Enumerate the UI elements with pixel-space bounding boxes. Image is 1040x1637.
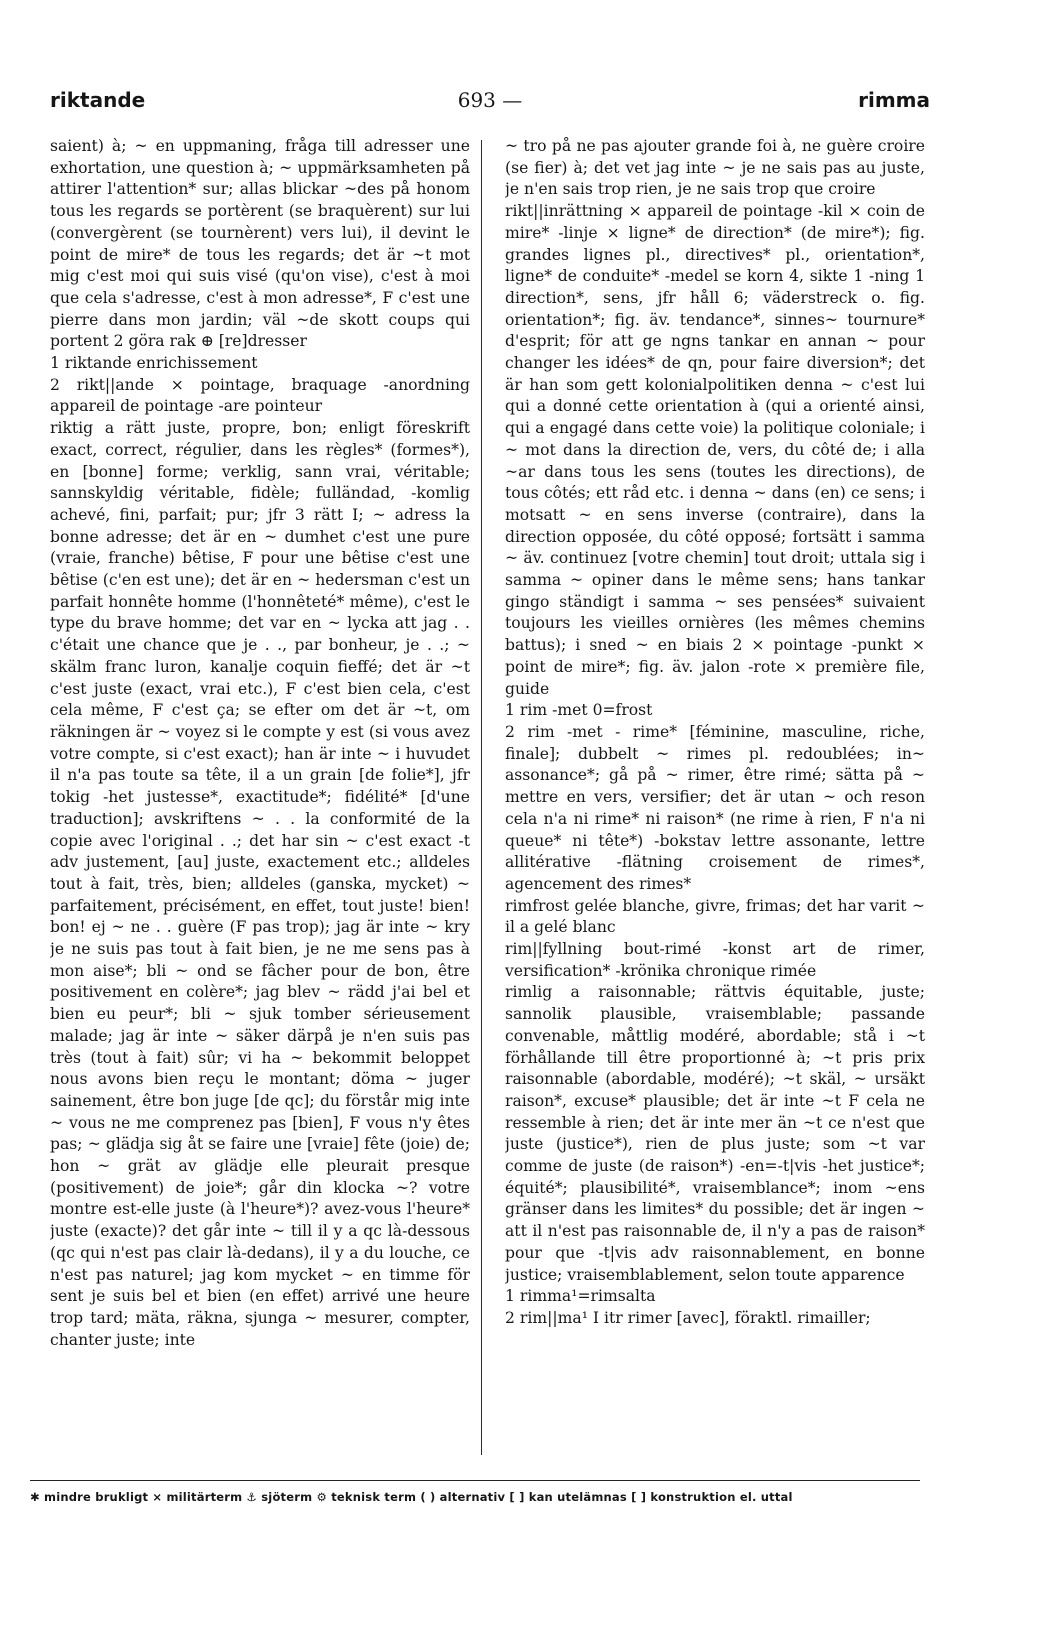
- entry-riktinrattning: rikt||inrättning ⨯ appareil de pointage -kil ⨯ coin de mire* -linje ⨯ ligne* de direction* (de mire*); fig. grandes lignes pl., directives* pl., orientation*, ligne* de conduite* -medel se korn 4, sikte 1 -ning 1 direction*, sens, jfr håll 6; väderstreck o. fig. orientation*; fig. äv. tendance*, sinnes~ tournure* d'esprit; för att ge ngns tankar en annan ~ pour changer les idées* de qn, pour faire diversion*; det är han som gett kolonialpolitiken denna ~ c'est lui qui a donné cette orientation à (qui a orienté ainsi, qui a engagé dans cette voie) la politique coloniale; i ~ mot dans la direction de, vers, du côté de; i alla ~ar dans tous les sens (toutes les directions), de tous côtés; ett råd etc. i denna ~ dans (en) ce sens; i motsatt ~ en sens inverse (contraire), dans la direction opposée, du côté opposé; fortsätt i samma ~ äv. continuez [votre chemin] tout droit; uttala sig i samma ~ opiner dans le même sens; hans tankar gingo ständigt i samma ~ ses pensées* suivaient toujours les vieilles ornières (les mêmes chemins battus); i sned ~ en biais 2 ⨯ pointage -punkt ⨯ point de mire*; fig. äv. jalon -rote ⨯ première file, guide: [505, 202, 925, 698]
- entry-continuation: ~ tro på ne pas ajouter grande foi à, ne guère croire (se fier) à; det vet jag inte ~ je ne sais pas au juste, je n'en sais trop rien, je ne sais trop que croire: [505, 137, 925, 199]
- entry-riktig: riktig a rätt juste, propre, bon; enligt föreskrift exact, correct, régulier, dans les règles* (formes*), en [bonne] forme; verklig, sann vrai, véritable; sannskyldig véritable, fidèle; fulländad, -komlig achevé, fini, parfait; pur; jfr 3 rätt I; ~ adress la bonne adresse; det är en ~ dumhet c'est une pure (vraie, franche) bêtise, F pour une bêtise c'est une bêtise (c'en est une); det är en ~ hedersman c'est un parfait honnête homme (l'honnêteté* même), c'est le type du brave homme; det var en ~ lycka att jag . . c'était une chance que je . ., par bonheur, je . .; ~ skälm franc luron, kanalje coquin fieffé; det är ~t c'est juste (exact, vrai etc.), F c'est bien cela, c'est cela même, F c'est ça; se efter om det är ~t, om räkningen är ~ voyez si le compte y est (si vous avez votre compte, si c'est exact); han är inte ~ i huvudet il n'a pas toute sa tête, il a un grain [de folie*], jfr tokig -het justesse*, exactitude*; fidélité* [d'une traduction]; avskriftens ~ . . la conformité de la copie avec l'original . .; det har sin ~ c'est exact -t adv justement, [au] juste, exactement etc.; alldeles tout à fait, très, bien; alldeles (ganska, mycket) ~ parfaitement, précisément, en effet, tout juste! bien! bon! ej ~ ne . . guère (F pas trop); jag är inte ~ kry je ne suis pas tout à fait bien, je ne me sens pas à mon aise*; bli ~ ond se fâcher pour de bon, être positivement en colère*; jag blev ~ rädd j'ai bel et bien eu peur*; bli ~ sjuk tomber sérieusement malade; jag är inte ~ säker därpå je n'en suis pas très (tout à fait) sûr; vi ha ~ bekommit beloppet nous avons bien reçu le montant; döma ~ juger sainement, être bon juge [de qc]; du förstår mig inte ~ vous ne me comprenez pas [bien], F vous n'y êtes pas; ~ glädja sig åt se faire une [vraie] fête (joie) de; hon ~ grät av glädje elle pleurait presque (positivement) de joie*; går din klocka ~? votre montre est-elle juste (à l'heure*)? avez-vous l'heure* juste (exacte)? det går inte ~ till il y a qc là-dessous (qc qui n'est pas clair là-dedans), il y a du louche, ce n'est pas naturel; jag kom mycket ~ en timme för sent je suis bel et bien (en effet) arrivé une heure trop tard; mäta, räkna, sjunga ~ mesurer, compter, chanter juste; inte: [50, 419, 470, 1349]
- right-guide-word: rimma: [858, 88, 930, 112]
- entry-rimfyllning: rim||fyllning bout-rimé -konst art de rimer, versification* -krönika chronique rimée: [505, 940, 925, 980]
- page-header: [50, 88, 930, 122]
- entry-rimma-1: 1 rimma¹=rimsalta: [505, 1287, 656, 1306]
- symbol-legend: ✱ mindre brukligt ⨯ militärterm ⚓ sjöterm ⚙ teknisk term ( ) alternativ [ ] kan utelämnas [ ] konstruktion el. uttal: [30, 1490, 793, 1504]
- page-number: 693 —: [457, 88, 523, 112]
- footer-rule: [30, 1480, 920, 1481]
- left-guide-word: riktande: [50, 88, 146, 112]
- left-column: [50, 136, 470, 1458]
- entry-riktande-2: 2 rikt||ande ⨯ pointage, braquage -anordning appareil de pointage -are pointeur: [50, 375, 470, 416]
- entry-rim-1: 1 rim -met 0=frost: [505, 701, 653, 720]
- entry-rimma-2: 2 rim||ma¹ I itr rimer [avec], föraktl. rimailler;: [505, 1308, 871, 1327]
- entry-rimlig: rimlig a raisonnable; rättvis équitable, juste; sannolik plausible, vraisemblable; passande convenable, måttlig modéré, abordable; stå i ~t förhållande till être proportionné à; ~t pris prix raisonnable (abordable, modéré); ~t skäl, ~ ursäkt raison*, excuse* plausible; det är inte ~t F cela ne ressemble à rien; det är inte mer än ~t ce n'est que juste (justice*), rien de plus juste; som ~t var comme de juste (de raison*) -en=-t|vis -het justice*; équité*; plausibilité*, vraisemblance*; inom ~ens gränser dans les limites* du possible; det är ingen ~ att il n'est pas raisonnable de, il n'y a pas de raison* pour que -t|vis adv raisonnablement, en bonne justice; vraisemblablement, selon toute apparence: [505, 983, 925, 1284]
- entry-rim-2: 2 rim -met - rime* [féminine, masculine, riche, finale]; dubbelt ~ rimes pl. redoublées; in~ assonance*; gå på ~ rimer, être rimé; sätta på ~ mettre en vers, versifier; det är utan ~ och reson cela n'a ni rime* ni raison* (ne rime à rien, F n'a ni queue* ni tête*) -bokstav lettre assonante, lettre allitérative -flätning croisement de rimes*, agencement des rimes*: [505, 722, 925, 893]
- entry-riktande-1: 1 riktande enrichissement: [50, 354, 258, 373]
- column-divider: [481, 140, 482, 1455]
- entry-rimfrost: rimfrost gelée blanche, givre, frimas; det har varit ~ il a gelé blanc: [505, 896, 925, 937]
- entry-continuation: saient) à; ~ en uppmaning, fråga till adresser une exhortation, une question à; ~ uppmärksamheten på attirer l'attention* sur; allas blickar ~des på honom tous les regards se portèrent (se braquèrent) sur lui (convergèrent (se tournèrent) vers lui), il devint le point de mire* de tous les regards; det är ~t mot mig c'est moi qui suis visé (qu'on vise), c'est à moi que cela s'adresse, c'est à mon adresse*, F c'est une pierre dans mon jardin; väl ~de skott coups qui portent 2 göra rak ⊕ [re]dresser: [50, 137, 470, 351]
- right-column: [505, 136, 925, 1458]
